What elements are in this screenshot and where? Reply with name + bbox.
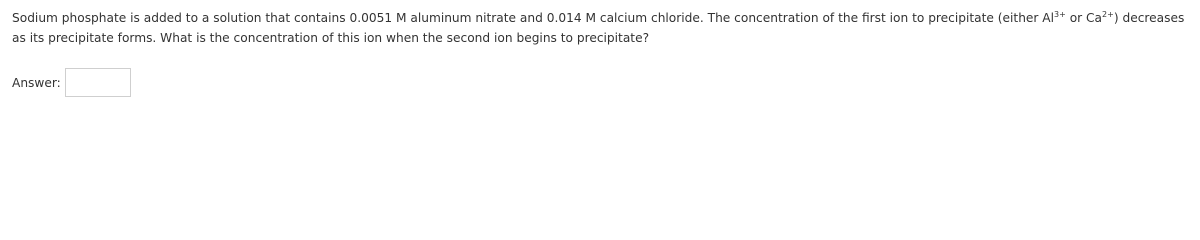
answer-label: Answer:	[12, 75, 61, 90]
question-text-part-1: Sodium phosphate is added to a solution that contains 0.0051 M aluminum nitrate and 0.014 M calcium chloride. The concentration of the first ion to precipitate (either Al	[12, 11, 1055, 25]
calcium-charge: 2+	[1102, 10, 1114, 19]
question-text-part-2: or Ca	[1065, 11, 1103, 25]
question-text	[12, 8, 1192, 48]
answer-row	[12, 68, 131, 97]
aluminum-charge: 3+	[1054, 10, 1066, 19]
question-text-part-3: ) decreases as its precipitate forms. What is the concentration of this ion when the second ion begins to precipitate?	[12, 11, 1185, 45]
answer-input[interactable]	[65, 68, 131, 97]
